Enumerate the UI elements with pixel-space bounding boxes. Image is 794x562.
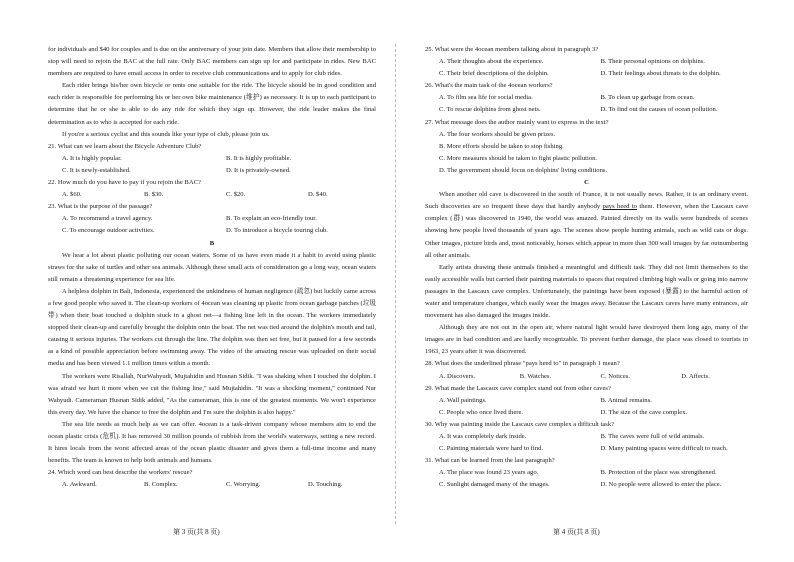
question-21	[48, 141, 376, 177]
right-column	[425, 44, 748, 491]
question-stem: 29. What made the Lascaux cave complex stand out from other caves?	[425, 384, 611, 392]
passage-a-paragraph: Each rider brings his/her own bicycle or rents one suitable for the ride. The bicycle should be in good condition and each rider is responsible for performing his or her own bike maintenance (维护) as necessary. It is up to each participant to determine that he or she is able to do any ride for which they sign up. However, the ride leader makes the final determination as to who is accepted for each ride.	[48, 82, 376, 126]
question-stem: 26. What's the main task of the 4ocean workers?	[425, 82, 553, 90]
option-b: B. The caves were full of wild animals.	[600, 433, 705, 440]
option-c: C. People who once lived there.	[439, 408, 524, 416]
option-a: A. It is highly popular.	[62, 154, 122, 162]
passage-c-paragraph	[425, 189, 748, 262]
option-d: D. To find out the causes of ocean pollution.	[600, 106, 718, 114]
option-c: C. To rescue dolphins from ghost nets.	[439, 106, 541, 114]
question-23	[48, 201, 376, 237]
option-a: A. To film sea life for social media.	[439, 94, 533, 102]
option-b: B. More efforts should be taken to stop fishing.	[439, 142, 564, 150]
question-stem: 30. Why was painting inside the Lascaux cave complex a difficult task?	[425, 420, 615, 428]
option-a: A. The four workers should be given prizes.	[439, 130, 556, 138]
passage-b-paragraph: A helpless dolphin in Bali, Indonesia, experienced the unkindness of human negligence (疏忽) but luckily came across a few good people who saved it. The clean-up workers of 4ocean was cleaning up plastic from ocean garbage patches (垃圾带) when their boat touched a dolphin stuck in a ghost net—a fishing line left in the ocean. The workers immediately stopped their clean-up and carefully brought the dolphin onto the boat. The net was tied around the dolphin's mouth and tail, causing it serious injuries. The workers cut through the line. The dolphin was then set free, but it paused for a few seconds as a kind of possible appreciation before swimming away. The video of the amazing rescue was uploaded on their social media and has been viewed 1.1 million times within a month.	[48, 287, 376, 368]
page-number-right: 第 4 页(共 8 页)	[553, 528, 600, 536]
section-c-heading: C	[584, 179, 589, 187]
option-d: D. It is privately-owned.	[226, 166, 291, 174]
underlined-phrase: pays heed to	[602, 203, 637, 211]
passage-c-text: them. However, when the Lascaux cave complex (群) was discovered in 1940, the world was amazed. Painted directly on its walls were hundreds of scenes showing how people lived thousands of years ago. The scenes show people hunting animals, such as wild cats or dogs. Other images, picture birds and, most noticeably, horses which appear in more than 300 wall images by far outnumbering all other animals.	[425, 203, 748, 259]
question-30	[425, 419, 748, 455]
option-a: A. Their thoughts about the experience.	[439, 58, 544, 66]
option-b: B. To explain an eco-friendly tour.	[226, 215, 317, 223]
left-column	[48, 44, 376, 491]
option-c: C. More measures should be taken to fight plastic pollution.	[439, 154, 598, 162]
option-a: A. $60.	[62, 191, 82, 199]
option-c: C. To encourage outdoor activities.	[62, 227, 155, 235]
question-stem: 27. What message does the author mainly want to express in the text?	[425, 118, 609, 126]
page-number-left: 第 3 页(共 8 页)	[173, 528, 220, 536]
question-stem: 31. What can be learned from the last paragraph?	[425, 457, 555, 465]
passage-a-paragraph: If you're a serious cyclist and this sounds like your type of club, please join us.	[62, 130, 270, 138]
question-stem: 22. How much do you have to pay if you rejoin the BAC?	[48, 179, 201, 187]
option-a: A. The place was found 23 years ago.	[439, 469, 539, 477]
option-d: D. Their feelings about threats to the dolphin.	[600, 70, 721, 78]
section-b-heading: B	[209, 239, 215, 247]
option-d: D. Affects.	[681, 372, 710, 380]
option-c: C. Sunlight damaged many of the images.	[439, 481, 550, 489]
question-26	[425, 80, 748, 116]
passage-b-paragraph: We hear a lot about plastic polluting our ocean waters. Some of us have even made it a habit to avoid using plastic straws for the sake of turtles and other sea animals. Although these small acts of consideration go a long way, ocean waters still remain a threatening experience for sea life.	[48, 251, 376, 283]
option-d: D. Many painting spaces were difficult to reach.	[600, 445, 728, 453]
option-b: B. It is highly profitable.	[226, 154, 292, 162]
option-d: D. The government should focus on dolphins' living conditions.	[439, 166, 608, 174]
option-d: D. The size of the cave complex.	[600, 408, 688, 416]
option-d: D. No people were allowed to enter the place.	[600, 481, 722, 489]
option-a: A. Discovers.	[439, 372, 476, 380]
option-a: A. Awkward.	[62, 481, 97, 489]
option-d: D. $40.	[308, 191, 328, 199]
option-b: B. Animal remains.	[600, 396, 652, 404]
option-b: B. Their personal opinions on dolphins.	[600, 58, 705, 66]
option-c: C. Painting materials were hard to find.	[439, 445, 544, 453]
question-stem: 24. Which word can best describe the workers' rescue?	[48, 469, 193, 477]
option-b: B. Complex.	[144, 481, 178, 489]
passage-b-paragraph: The sea life needs as much help as we can offer. 4ocean is a task-driven company whose members aim to end the ocean plastic crisis (危机). It has removed 30 million pounds of rubbish from the world's waterways, setting a new record. It hires locals from the worst affected areas of the ocean plastic disaster and gives them a full-time income and many benefits. The team is known to help both animals and humans.	[48, 420, 376, 465]
passage-c-paragraph: Early artists drawing these animals finished a meaningful and difficult task. They did not limit themselves to the easily accessible walls but carried their painting materials to spaces that required climbing high walls or going into narrow passages in the Lascaux cave complex. Unfortunately, the paintings have been exposed (暴露) to the harmful action of water and temperature changes, which easily wear the images away. Because the Lascaux caves have many entrances, air movement has also damaged the images inside.	[425, 263, 749, 320]
passage-c-paragraph: Although they are not out in the open air, where natural light would have destroyed them long ago, many of the images are in bad condition and are hardly recognizable. To prevent further damage, the place was closed to tourists in 1963, 23 years after it was discovered.	[425, 324, 748, 356]
option-c: C. Their brief descriptions of the dolphin.	[439, 70, 549, 78]
passage-b-paragraph: The workers were Risallah, NurWahyudi, Mujtahidin and Husnan Sidik. "I was shaking when I touched the dolphin. I was afraid we hurt it more when we cut the fishing line," said Mujtahidin. "It was a shocking moment," continued Nur Wahyudi. Cameraman Husnan Sidik added, "As the cameraman, this is one of the greatest moments. We won't experience this every day. We have the chance to free the dolphin and I'm sure the dolphin is also happy."	[48, 372, 376, 416]
option-a: A. It was completely dark inside.	[439, 433, 527, 440]
question-stem: 21. What can we learn about the Bicycle Adventure Club?	[48, 142, 202, 150]
question-22	[48, 177, 376, 201]
question-27	[425, 117, 748, 177]
question-stem: 25. What were the 4ocean members talking about in paragraph 3?	[425, 46, 599, 53]
option-c: C. Worrying.	[226, 481, 261, 489]
option-d: D. Touching.	[308, 481, 343, 489]
option-a: A. To recommend a travel agency.	[62, 215, 153, 223]
question-29	[425, 383, 748, 419]
option-b: B. $30.	[144, 191, 164, 199]
option-c: C. Notices.	[600, 372, 630, 380]
option-d: D. To introduce a bicycle touring club.	[226, 227, 328, 235]
column-divider	[395, 44, 396, 524]
question-24	[48, 467, 376, 491]
question-31	[425, 455, 748, 491]
option-a: A. Wall paintings.	[439, 396, 487, 404]
passage-a-paragraph: for individuals and $40 for couples and is due on the anniversary of your join date. Members that allow their membership to stop will need to rejoin the BAC at the full rate. Only BAC members can sign up for and participate in rides. New BAC members are required to have email access in order to receive club communications and to apply for club rides.	[48, 46, 376, 78]
passage-c-text: When another old cave is discovered in the south of France, it is not usually news. Rather, it is an ordinary event. Such discoveries are so frequent these days that hardly anybody	[425, 191, 748, 211]
option-b: B. To clean up garbage from ocean.	[600, 94, 695, 102]
question-28	[425, 358, 748, 382]
option-b: B. Watches.	[519, 372, 552, 380]
option-c: C. $20.	[226, 191, 246, 199]
option-c: C. It is newly-established.	[62, 166, 131, 174]
question-25	[425, 44, 748, 80]
question-stem: 28. What does the underlined phrase "pays heed to" in paragraph 1 mean?	[425, 360, 620, 368]
option-b: B. Protection of the place was strengthened.	[600, 469, 717, 477]
question-stem: 23. What is the purpose of the passage?	[48, 203, 153, 211]
